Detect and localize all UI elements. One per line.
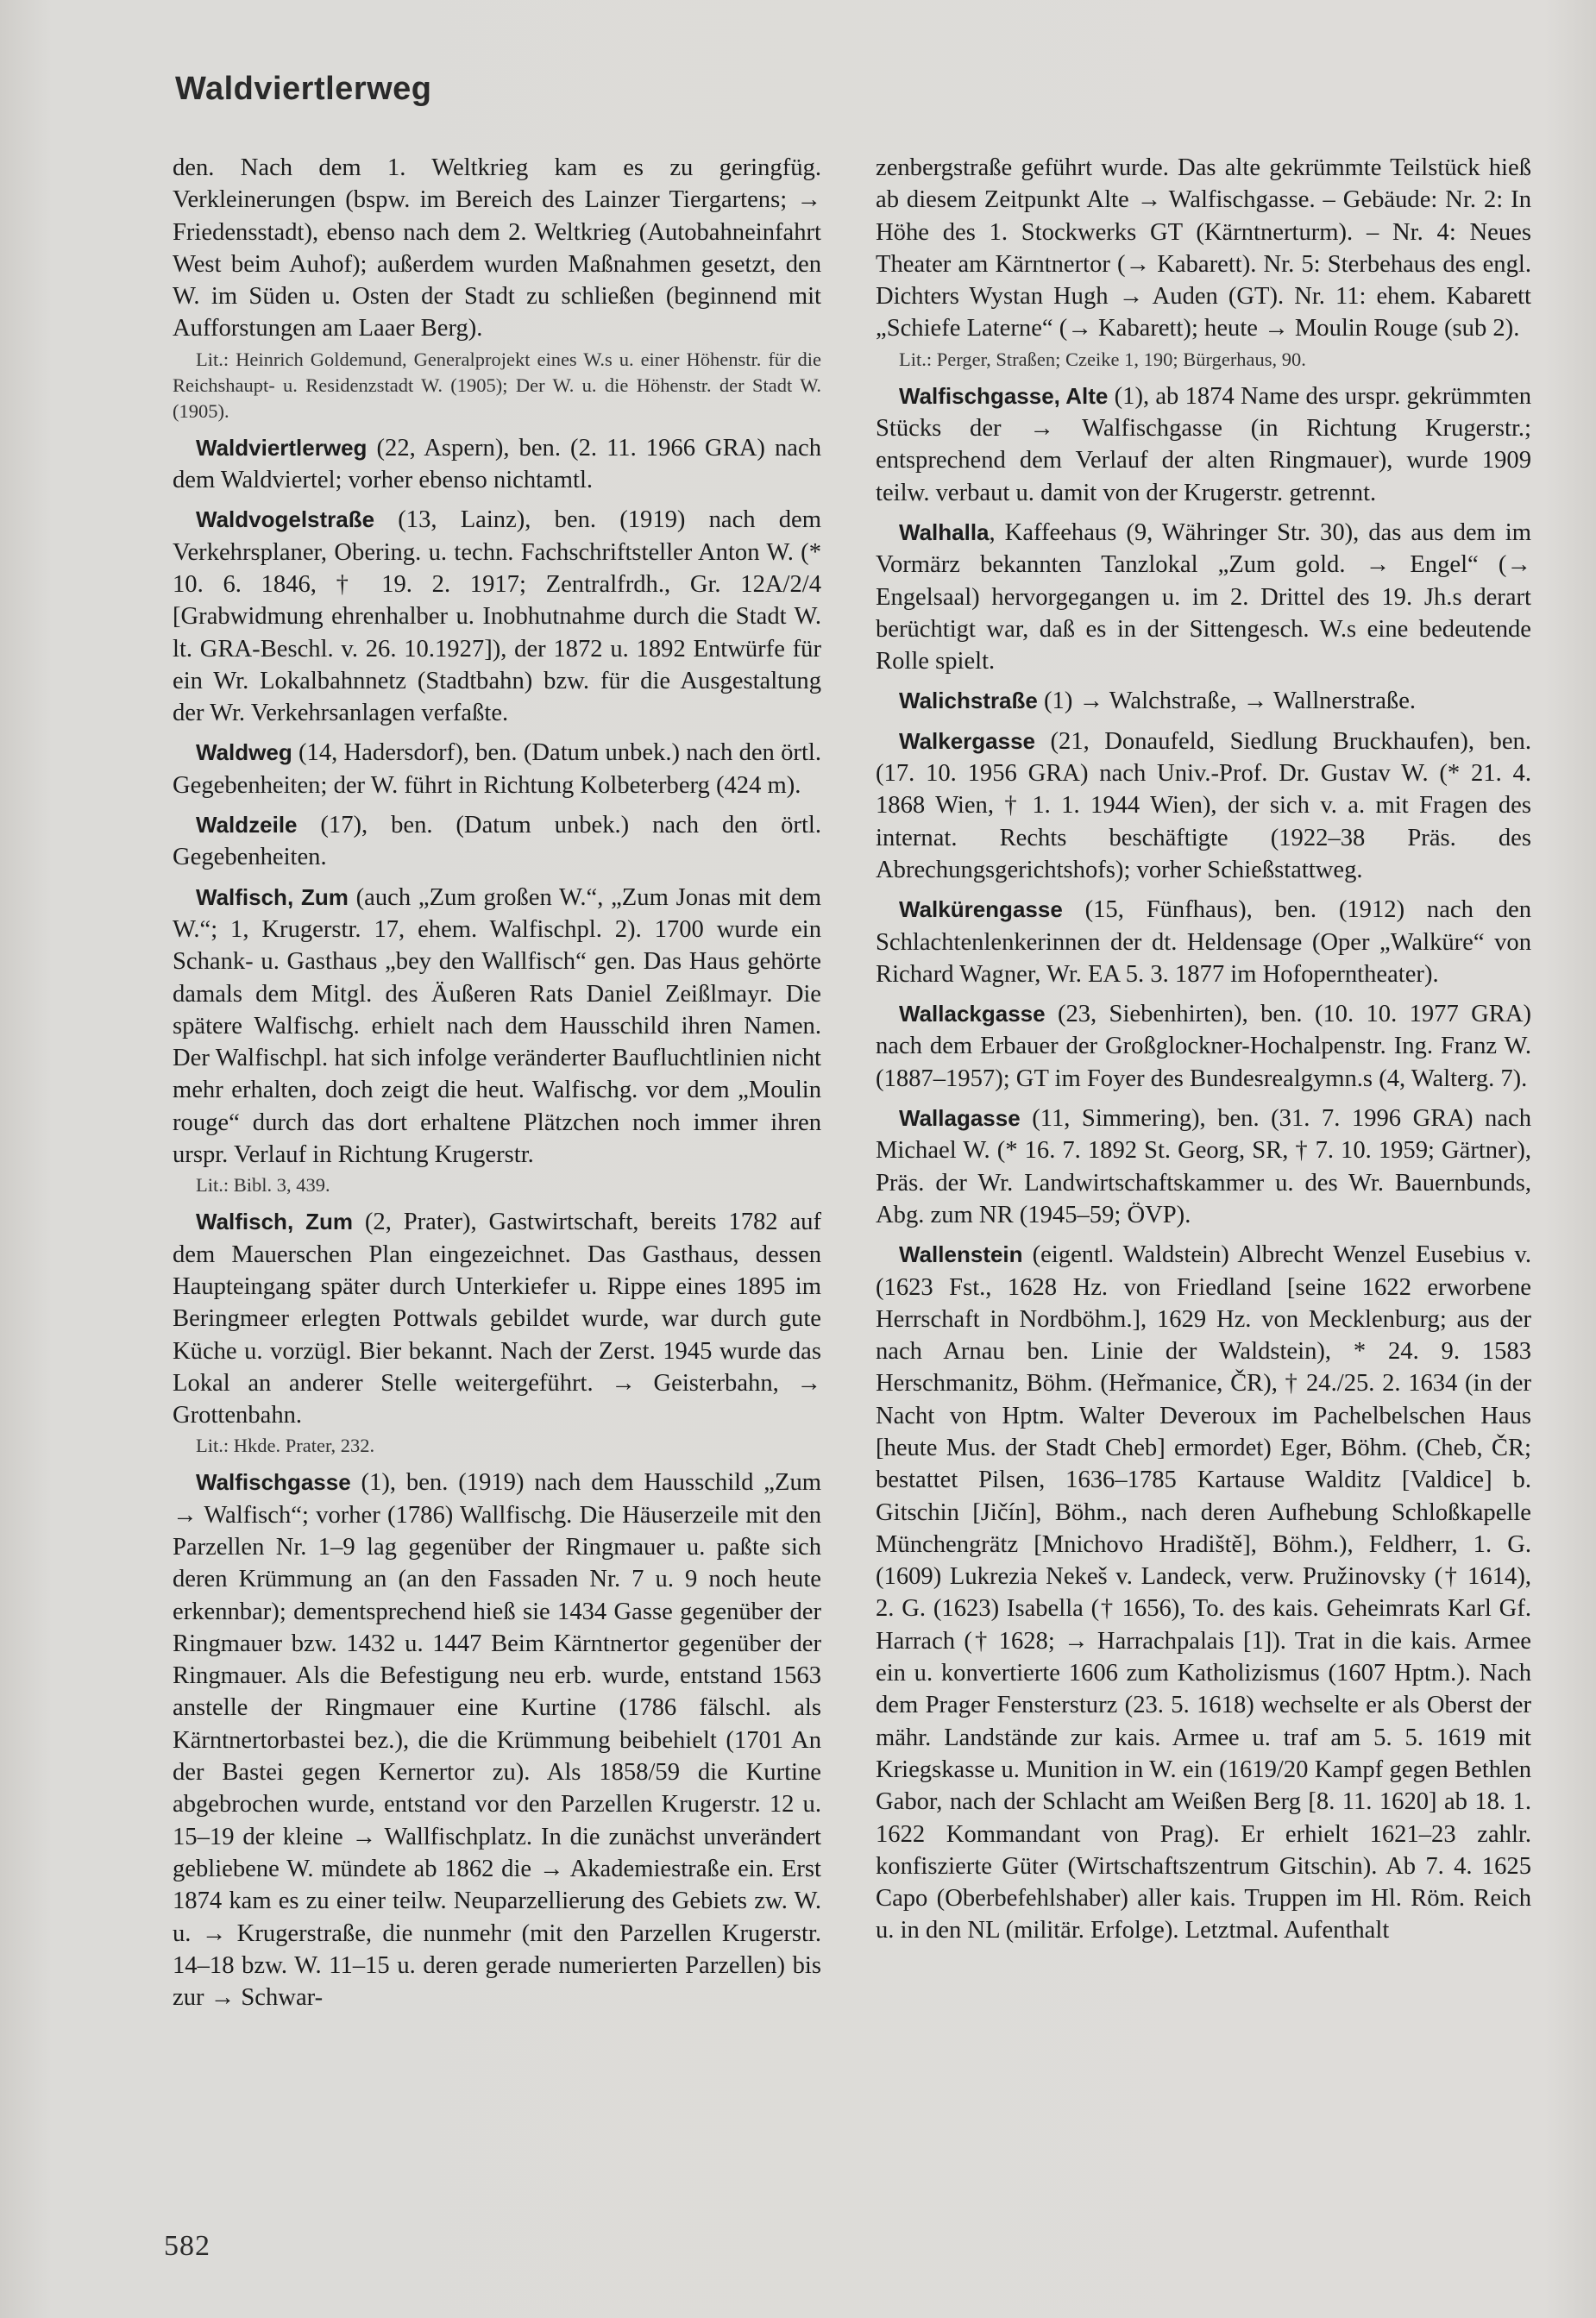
entry-text: (13, Lainz), ben. (1919) nach dem Verkehrsplaner, Obering. u. techn. Fachschriftsteller Anton W. (* 10. 6. 1846, † 19. 2. 1917; Zentralfrdh., Gr. 12A/2/4 [Grabwidmung ehrenhalber u. Inobhutnahme durch die Stadt W. lt. GRA-Beschl. v. 26. 10.1927]), der 1872 u. 1892 Entwürfe für ein Wr. Lokalbahnnetz (Stadtbahn) bzw. für die Ausgestaltung der Wr. Verkehrsanlagen verfaßte.	[173, 506, 821, 727]
entry-walkuerengasse	[876, 894, 1531, 990]
entry-text: (1), ab 1874 Name des urspr. gekrümmten Stücks der → Walfischgasse (in Richtung Krugerstr.; entsprechend dem Verlauf der alten Ringmauer), wurde 1909 teilw. verbaut u. damit von der Krugerstr. getrennt.	[876, 382, 1532, 506]
entry-waldweg	[173, 737, 821, 801]
entry-lemma: Walfisch, Zum	[196, 1209, 353, 1235]
entry-waldzeile	[173, 809, 821, 874]
literature-note: Lit.: Bibl. 3, 439.	[196, 1174, 330, 1197]
entry-text: (1) → Walchstraße, → Wallnerstraße.	[1037, 688, 1417, 715]
entry-lemma: Walfisch, Zum	[196, 883, 349, 910]
entry-lemma: Walhalla	[899, 518, 990, 545]
entry-walfischgasse	[173, 1467, 821, 2013]
entry-waldvogelstrasse	[173, 504, 821, 729]
left-column	[173, 152, 821, 2013]
entry-lemma: Waldweg	[196, 739, 292, 766]
entry-lemma: Wallagasse	[899, 1105, 1021, 1132]
entry-text: (1), ben. (1919) nach dem Hausschild „Zum → Walfisch“; vorher (1786) Wallfischg. Die Häuserzeile mit den Parzellen Nr. 1–9 lag gegenüber der Ringmauer u. paßte sich deren Krümmung an (an den Fassaden Nr. 7 u. 9 noch heute erkennbar); dementsprechend hieß sie 1434 Gasse gegenüber der Ringmauer bzw. 1432 u. 1447 Beim Kärntnertor gegenüber der Ringmauer. Als die Befestigung neu erb. wurde, entstand 1563 anstelle der Ringmauer eine Kurtine (1786 fälschl. als Kärntnertorbastei bez.), die die Krümmung beibehielt (1701 An der Bastei gegen Kernertor zu). Als 1858/59 die Kurtine abgebrochen wurde, entstand vor den Parzellen Krugerstr. 12 u. 15–19 der kleine → Wallfischplatz. In die zunächst unverändert gebliebene W. mündete ab 1862 die → Akademiestraße ein. Erst 1874 kam es zu einer teilw. Neuparzellierung des Gebiets zw. W. u. → Krugerstraße, die nunmehr (mit den Parzellen Krugerstr. 14–18 bzw. W. 11–15 u. deren gerade numerierten Parzellen) bis zur → Schwar-	[173, 1469, 821, 2012]
right-column	[876, 152, 1531, 1947]
entry-walfischgasse-alte	[876, 380, 1531, 509]
entry-walfisch-zum-1	[173, 882, 821, 1172]
entry-lemma: Waldviertlerweg	[196, 434, 368, 461]
entry-wallackgasse	[876, 998, 1531, 1095]
entry-lemma: Waldvogelstraße	[196, 506, 375, 533]
entry-walkergasse	[876, 726, 1531, 886]
literature-note: Lit.: Perger, Straßen; Czeike 1, 190; Bürgerhaus, 90.	[899, 348, 1306, 370]
entry-lemma: Walfischgasse	[196, 1469, 351, 1496]
literature-note: Lit.: Hkde. Prater, 232.	[196, 1435, 375, 1457]
entry-text: (21, Donaufeld, Siedlung Bruckhaufen), ben. (17. 10. 1956 GRA) nach Univ.-Prof. Dr. Gustav W. (* 21. 4. 1868 Wien, † 1. 1. 1944 Wien), der sich v. a. mit Fragen des internat. Rechts beschäftigte (1922–38 Präs. des Abrechungsgerichtshofs); vorher Schießstattweg.	[876, 727, 1531, 883]
entry-text: , Kaffeehaus (9, Währinger Str. 30), das aus dem im Vormärz bekannten Tanzlokal „Zum gold. → Engel“ (→ Engelsaal) hervorgegangen u. im 2. Drittel des 19. Jh.s derart berüchtigt war, daß es in der Sittengesch. W.s eine bedeutende Rolle spielt.	[876, 518, 1531, 675]
entry-text: zenbergstraße geführt wurde. Das alte gekrümmte Teilstück hieß ab diesem Zeitpunkt Alte → Walfischgasse. – Gebäude: Nr. 2: In Höhe des 1. Stockwerks GT (Kärntnerturm). – Nr. 4: Neues Theater am Kärntnertor (→ Kabarett). Nr. 5: Sterbehaus des engl. Dichters Wystan Hugh → Auden (GT). Nr. 11: ehem. Kabarett „Schiefe Laterne“ (→ Kabarett); heute → Moulin Rouge (sub 2).	[876, 154, 1531, 342]
entry-lemma: Walkürengasse	[899, 896, 1063, 923]
entry-lemma: Walkergasse	[899, 727, 1036, 754]
entry-continuation	[876, 152, 1531, 345]
entry-text: (23, Siebenhirten), ben. (10. 10. 1977 GRA) nach dem Erbauer der Großglockner-Hochalpenstr. Ing. Franz W. (1887–1957); GT im Foyer des Bundesrealgymn.s (4, Walterg. 7).	[876, 1001, 1531, 1092]
entry-lemma: Wallenstein	[899, 1241, 1023, 1268]
entry-text: (11, Simmering), ben. (31. 7. 1996 GRA) nach Michael W. (* 16. 7. 1892 St. Georg, SR, † 7. 10. 1959; Gärtner), Präs. der Wr. Landwirtschaftskammer u. des Wr. Bauernbunds, Abg. zum NR (1945–59; ÖVP).	[876, 1105, 1531, 1228]
entry-lemma: Waldzeile	[196, 812, 298, 839]
page-number: 582	[164, 2230, 210, 2262]
entry-text: (22, Aspern), ben. (2. 11. 1966 GRA) nach dem Waldviertel; vorher ebenso nichtamtl.	[173, 434, 821, 494]
entry-continuation	[173, 152, 821, 345]
entry-wallagasse	[876, 1102, 1531, 1231]
entry-lemma: Wallackgasse	[899, 1001, 1046, 1027]
entry-text: (15, Fünfhaus), ben. (1912) nach den Schlachtenlenkerinnen der dt. Heldensage (Oper „Walküre“ von Richard Wagner, Wr. EA 5. 3. 1877 im Hofoperntheater).	[876, 896, 1531, 988]
entry-text: (17), ben. (Datum unbek.) nach den örtl. Gegebenheiten.	[173, 812, 821, 871]
entry-lemma: Walfischgasse, Alte	[899, 382, 1109, 409]
entry-wallenstein	[876, 1239, 1531, 1947]
running-head: Waldviertlerweg	[175, 71, 432, 107]
entry-text: (eigentl. Waldstein) Albrecht Wenzel Eusebius v. (1623 Fst., 1628 Hz. von Friedland [seine 1622 erworbene Herrschaft in Nordböhm.], 1629 Hz. von Mecklenburg; aus der nach Arnau ben. Linie der Waldstein), * 24. 9. 1583 Herschmanitz, Böhm. (Heřmanice, ČR), † 24./25. 2. 1634 (in der Nacht von Hptm. Walter Deveroux im Pachelbelschen Haus [heute Mus. der Stadt Cheb] ermordet) Eger, Böhm. (Cheb, ČR; bestattet Pilsen, 1636–1785 Kartause Walditz [Valdice] b. Gitschin [Jičín], Böhm., nach deren Aufhebung Schloßkapelle Münchengrätz [Mnichovo Hradiště], Böhm.), Feldherr, 1. G. (1609) Lukrezia Nekeš v. Landeck, verw. Pružinovsky († 1614), 2. G. (1623) Isabella († 1656), To. des kais. Geheimrats Karl Gf. Harrach († 1628; → Harrachpalais [1]). Trat in die kais. Armee ein u. konvertierte 1606 zum Katholizismus (1607 Hptm.). Nach dem Prager Fenstersturz (23. 5. 1618) wechselte er als Oberst der mähr. Landstände zur kais. Armee u. traf am 5. 5. 1619 mit Kriegskasse u. Munition in W. ein (1619/20 Kampf gegen Bethlen Gabor, nach der Schlacht am Weißen Berg [8. 11. 1620] ab 18. 1. 1622 Kommandant von Prag). Er erhielt 1621–23 zahlr. konfiszierte Güter (Wirtschaftszentrum Gitschin). Ab 7. 4. 1625 Capo (Oberbefehlshaber) aller kais. Truppen im Hl. Röm. Reich u. in den NL (militär. Erfolge). Letztmal. Aufenthalt	[876, 1241, 1531, 1944]
entry-walhalla	[876, 517, 1531, 677]
entry-text: (2, Prater), Gastwirtschaft, bereits 1782 auf dem Mauerschen Plan eingezeichnet. Das Gasthaus, dessen Haupteingang später durch Unterkiefer u. Rippe eines 1895 im Beringmeer erlegten Pottwals gebildet wurde, war durch gute Küche u. vorzügl. Bier bekannt. Nach der Zerst. 1945 wurde das Lokal an anderer Stelle weitergeführt. → Geisterbahn, → Grottenbahn.	[173, 1209, 821, 1429]
entry-walfisch-zum-2	[173, 1206, 821, 1431]
entry-text: (14, Hadersdorf), ben. (Datum unbek.) nach den örtl. Gegebenheiten; der W. führt in Richtung Kolbeterberg (424 m).	[173, 739, 821, 799]
entry-walichstrasse	[876, 685, 1531, 717]
entry-waldviertlerweg	[173, 432, 821, 497]
literature-note: Lit.: Heinrich Goldemund, Generalprojekt eines W.s u. einer Höhenstr. für die Reichshaupt- u. Residenzstadt W. (1905); Der W. u. die Höhenstr. der Stadt W. (1905).	[173, 348, 821, 422]
entry-text: (auch „Zum großen W.“, „Zum Jonas mit dem W.“; 1, Krugerstr. 17, ehem. Walfischpl. 2). 1700 wurde ein Schank- u. Gasthaus „bey den Wallfisch“ gen. Das Haus gehörte damals dem Mitgl. des Äußeren Rats Daniel Zeißlmayr. Die spätere Walfischg. erhielt nach dem Hausschild ihren Namen. Der Walfischpl. hat sich infolge veränderter Baufluchtlinien nicht mehr erhalten, doch zeigt die heut. Walfischg. vor dem „Moulin rouge“ durch das dort erhaltene Plätzchen noch immer ihren urspr. Verlauf in Richtung Krugerstr.	[173, 883, 821, 1169]
entry-text: den. Nach dem 1. Weltkrieg kam es zu geringfüg. Verkleinerungen (bspw. im Bereich des Lainzer Tiergartens; → Friedensstadt), ebenso nach dem 2. Weltkrieg (Autobahneinfahrt West beim Auhof); außerdem wurden Maßnahmen gesetzt, den W. im Süden u. Osten der Stadt zu schließen (beginnend mit Aufforstungen am Laaer Berg).	[173, 154, 821, 342]
entry-lemma: Walichstraße	[899, 688, 1038, 714]
